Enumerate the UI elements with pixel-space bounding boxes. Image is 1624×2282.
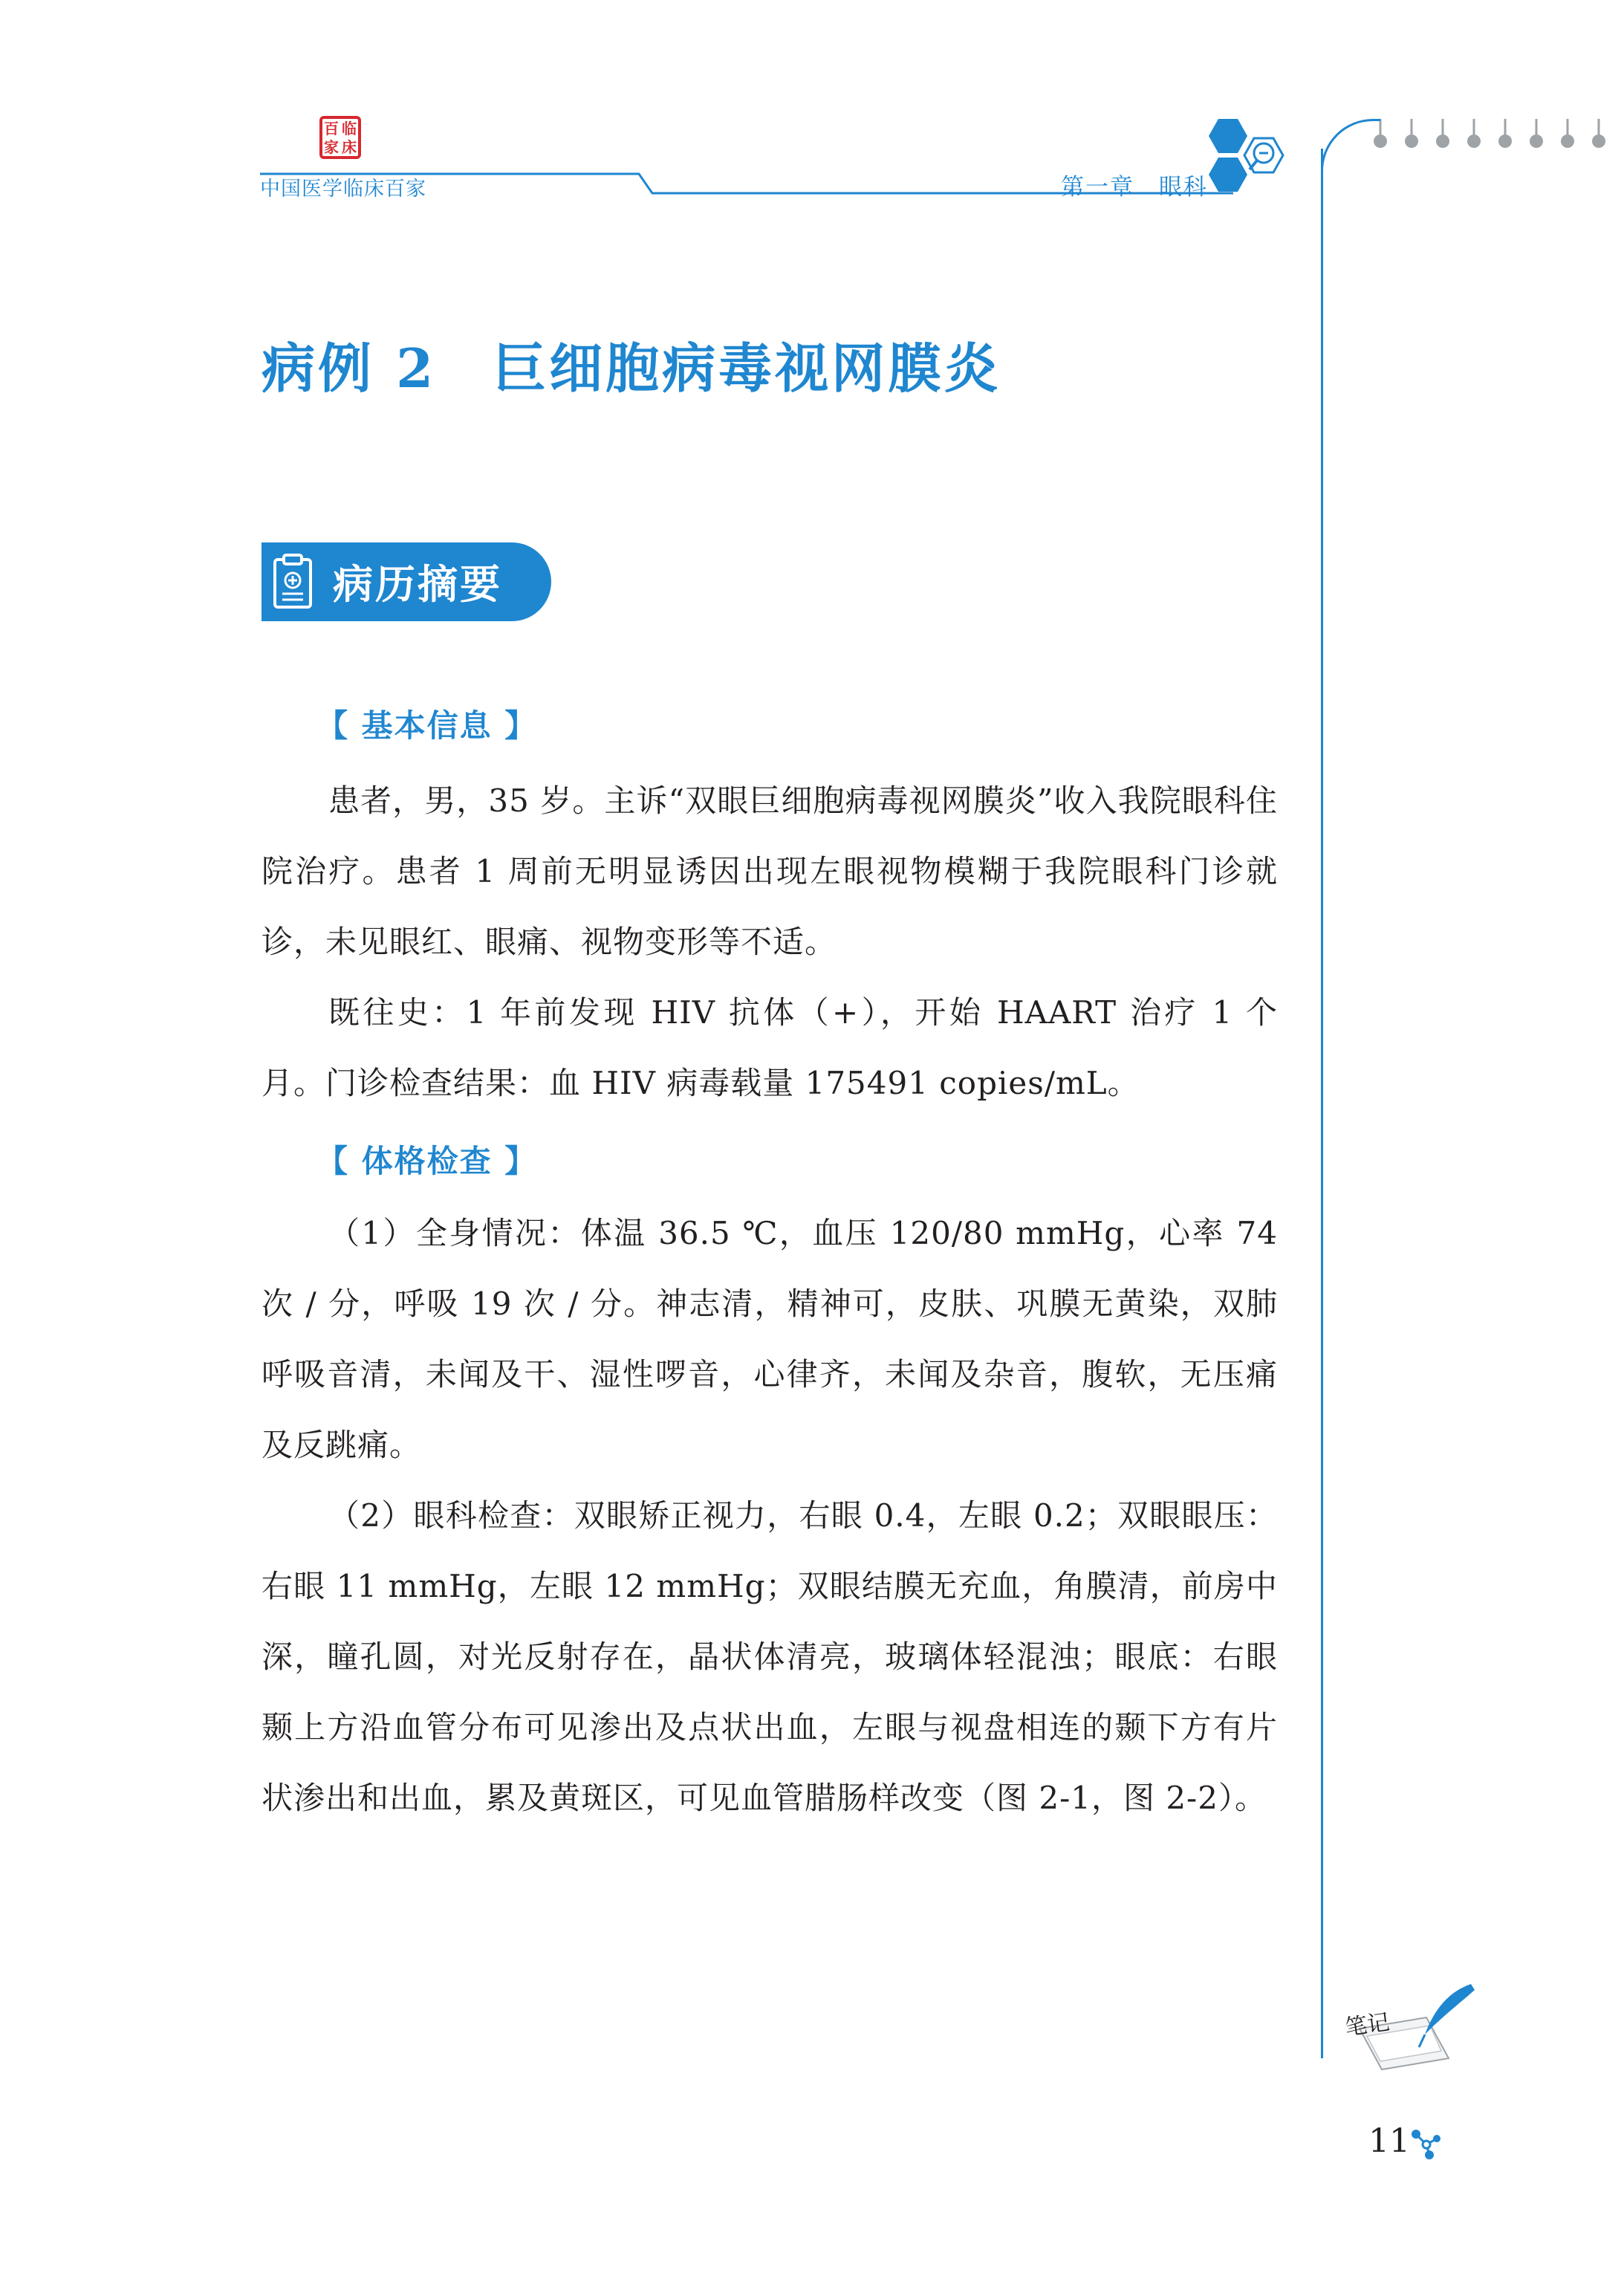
chapter-label: 第一章 眼科 (1061, 174, 1208, 201)
history-paragraph: 既往史：1 年前发现 HIV 抗体（+），开始 HAART 治疗 1 个月。门诊检查结果：血 HIV 病毒载量 175491 copies/mL。 (262, 994, 1278, 1101)
eye-exam-paragraph: （2）眼科检查：双眼矫正视力，右眼 0.4，左眼 0.2；双眼眼压：右眼 11 mmHg，左眼 12 mmHg；双眼结膜无充血，角膜清，前房中深，瞳孔圆，对光反射存在，晶状体清亮，玻璃体轻混浊；眼底：右眼颞上方沿血管分布可见渗出及点状出血，左眼与视盘相连的颞下方有片状渗出和出血，累及黄斑区，可见血管腊肠样改变（图 2-1，图 2-2）。 (262, 1497, 1278, 1816)
basic-info-paragraph: 患者，男，35 岁。主诉“双眼巨细胞病毒视网膜炎”收入我院眼科住院治疗。患者 1 周前无明显诱因出现左眼视物模糊于我院眼科门诊就诊，未见眼红、眼痛、视物变形等不适。 (262, 782, 1278, 960)
basic-info-heading: 【 基本信息 】 (316, 707, 538, 744)
notebook-binding-icon (1367, 111, 1624, 156)
publisher-seal-logo (319, 116, 361, 159)
molecule-icon (1407, 2125, 1444, 2162)
margin-curve (1321, 119, 1380, 178)
notes-margin-rule (1321, 149, 1323, 2058)
general-condition-paragraph: （1）全身情况：体温 36.5 ℃，血压 120/80 mmHg，心率 74 次 / 分，呼吸 19 次 / 分。神志清，精神可，皮肤、巩膜无黄染，双肺呼吸音清，未闻及干、湿性啰音，心律齐，未闻及杂音，腹软，无压痛及反跳痛。 (262, 1215, 1278, 1463)
hexagon-magnifier-icon (1189, 111, 1293, 223)
seal-char: 临 (342, 119, 357, 137)
section-label: 病历摘要 (333, 561, 502, 608)
physical-exam-heading: 【 体格检查 】 (316, 1143, 538, 1179)
case-title: 病例 2 巨细胞病毒视网膜炎 (262, 337, 1001, 400)
clipboard-medical-icon (272, 552, 314, 612)
seal-char: 家 (324, 137, 339, 156)
notes-label: 笔记 (1343, 2009, 1391, 2041)
seal-char: 床 (342, 137, 357, 156)
series-brand: 中国医学临床百家 (260, 178, 426, 201)
seal-char: 百 (324, 119, 339, 137)
page-number: 11 (1368, 2122, 1410, 2160)
